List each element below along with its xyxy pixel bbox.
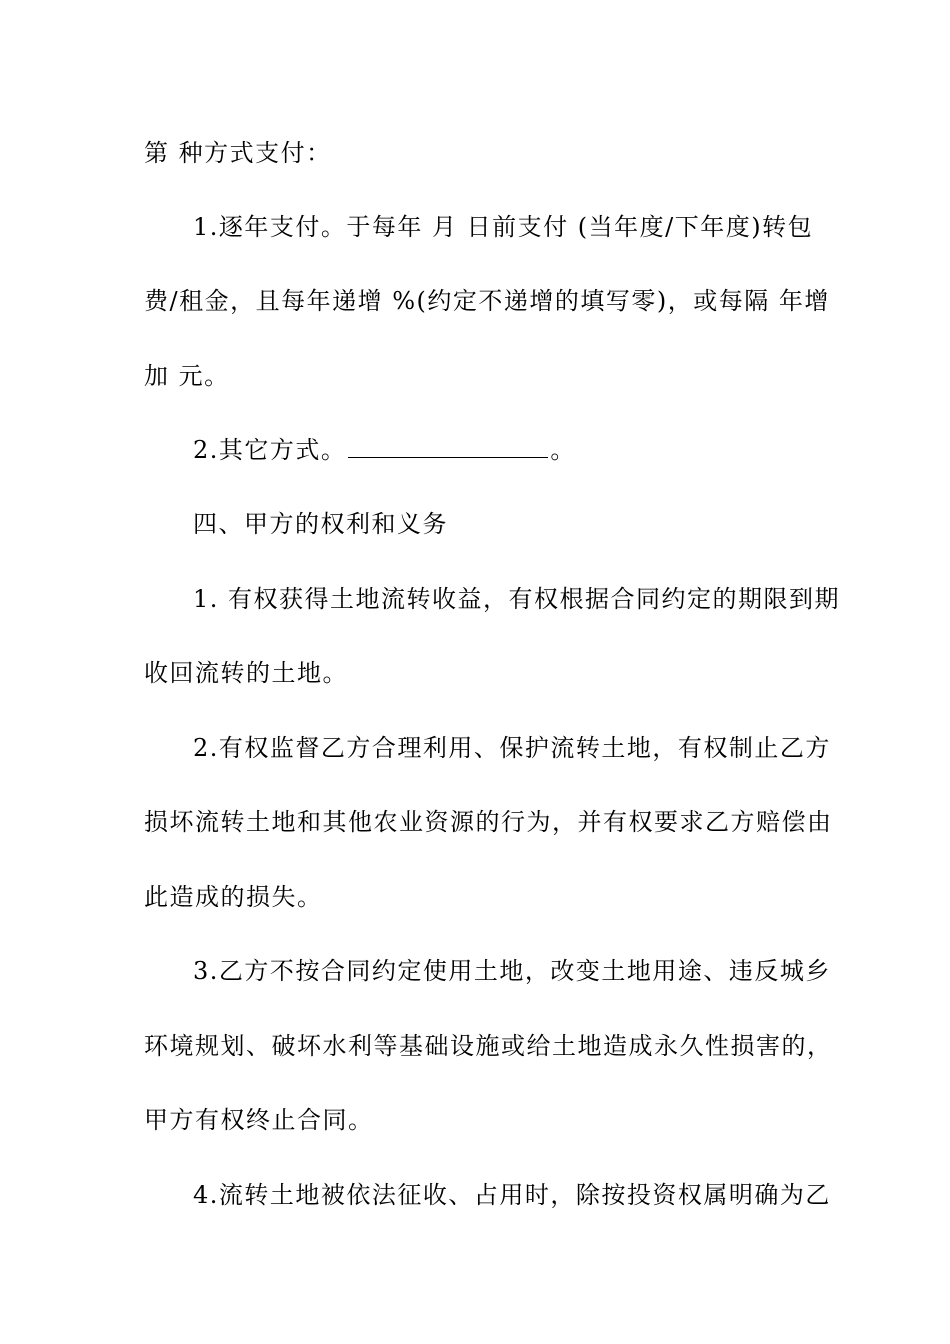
paragraph-line: 3.乙方不按合同约定使用土地，改变土地用途、违反城乡 xyxy=(193,957,831,985)
other-method-label: 2.其它方式。 xyxy=(193,436,347,464)
paragraph-line: 甲方有权终止合同。 xyxy=(144,1106,374,1134)
fill-in-blank xyxy=(348,439,548,458)
section-heading: 四、甲方的权利和义务 xyxy=(193,510,448,538)
payment-method-heading: 第 种方式支付： xyxy=(144,139,332,167)
paragraph-line: 4.流转土地被依法征收、占用时，除按投资权属明确为乙 xyxy=(193,1181,831,1209)
paragraph-line: 此造成的损失。 xyxy=(144,883,323,911)
paragraph-line: 2.有权监督乙方合理利用、保护流转土地，有权制止乙方 xyxy=(193,734,831,762)
paragraph-line: 收回流转的土地。 xyxy=(144,659,348,687)
paragraph-line: 1.逐年支付。于每年 月 日前支付 (当年度/下年度)转包 xyxy=(193,213,814,241)
paragraph-line: 1. 有权获得土地流转收益，有权根据合同约定的期限到期 xyxy=(193,585,841,613)
other-method-end: 。 xyxy=(550,436,576,464)
other-method-line xyxy=(193,435,576,465)
paragraph-line: 费/租金，且每年递增 %(约定不递增的填写零)，或每隔 年增 xyxy=(144,287,830,315)
paragraph-line: 损坏流转土地和其他农业资源的行为，并有权要求乙方赔偿由 xyxy=(144,808,833,836)
paragraph-line: 环境规划、破坏水利等基础设施或给土地造成永久性损害的， xyxy=(144,1032,833,1060)
paragraph-line: 加 元。 xyxy=(144,362,230,390)
